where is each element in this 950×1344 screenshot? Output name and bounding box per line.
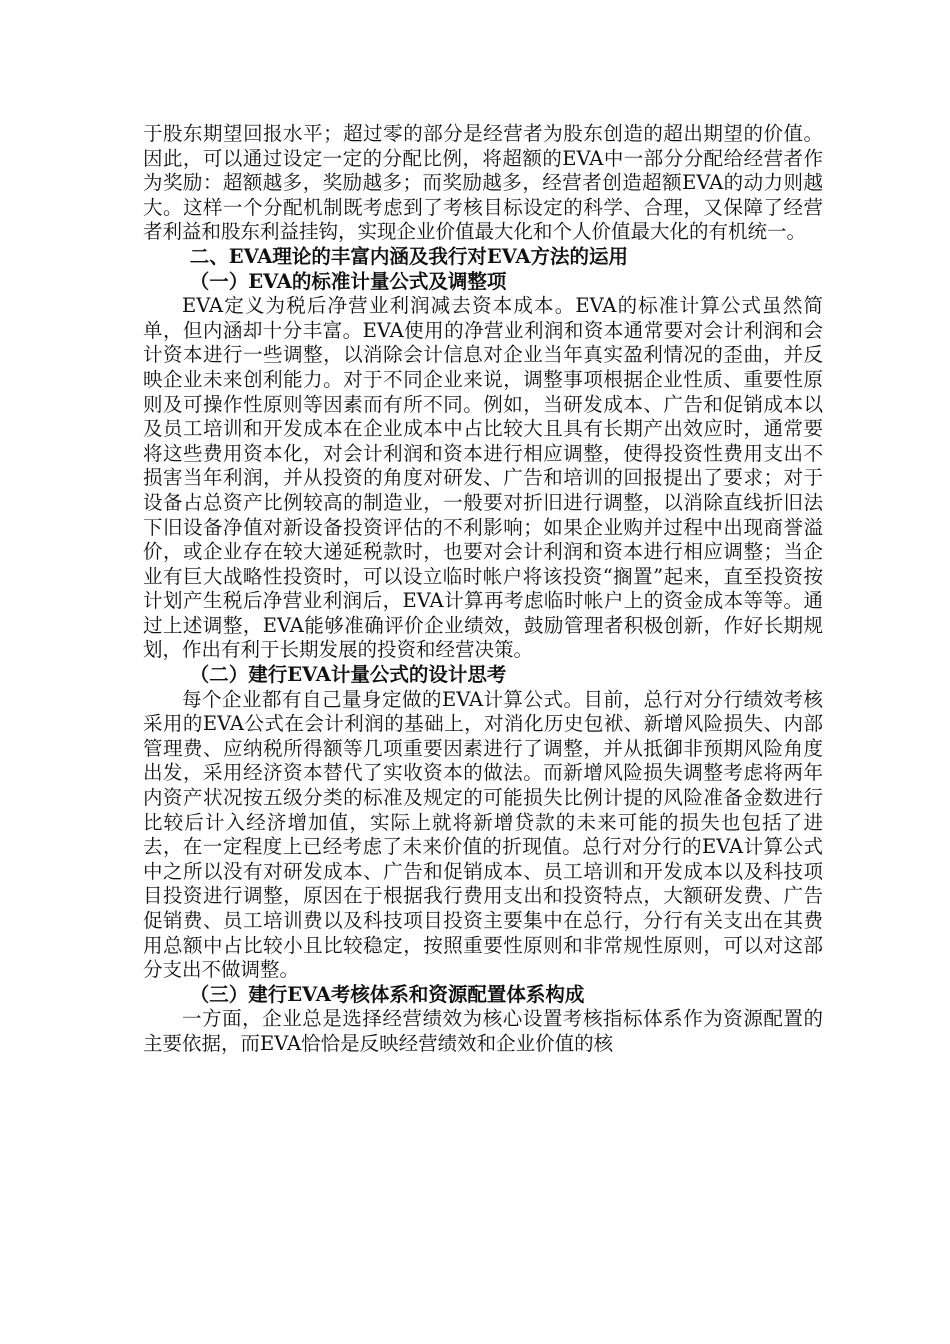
paragraph-eva-formula-design: 每个企业都有自己量身定做的EVA计算公式。目前，总行对分行绩效考核采用的EVA公式在会计利润的基础上，对消化历史包袱、新增风险损失、内部管理费、应纳税所得额等几项重要因素进行了调整，并从抵御非预期风险角度出发，采用经济资本替代了实收资本的做法。而新增风险损失调整考虑将两年内资产状况按五级分类的标准及规定的可能损失比例计提的风险准备金数进行比较后计入经济增加值，实际上就将新增贷款的未来可能的损失也包括了进去，在一定程度上已经考虑了未来价值的折现值。总行对分行的EVA计算公式中之所以没有对研发成本、广告和促销成本、员工培训和开发成本以及科技项目投资进行调整，原因在于根据我行费用支出和投资特点，大额研发费、广告促销费、员工培训费以及科技项目投资主要集中在总行，分行有关支出在其费用总额中占比较小且比较稳定，按照重要性原则和非常规性原则，可以对这部分支出不做调整。 bbox=[143, 687, 823, 982]
section-heading: 二、EVA理论的丰富内涵及我行对EVA方法的运用 bbox=[189, 244, 629, 268]
paragraph-continued: 于股东期望回报水平；超过零的部分是经营者为股东创造的超出期望的价值。因此，可以通过设定一定的分配比例，将超额的EVA中一部分分配给经营者作为奖励：超额越多，奖励越多；而奖励越多，经营者创造超额EVA的动力则越大。这样一个分配机制既考虑到了考核目标设定的科学、合理，又保障了经营者利益和股东利益挂钩，实现企业价值最大化和个人价值最大化的有机统一。 bbox=[143, 122, 823, 244]
document-page bbox=[143, 122, 823, 1057]
subsection-heading-2: （二）建行EVA计量公式的设计思考 bbox=[189, 663, 507, 687]
paragraph-eva-definition: EVA定义为税后净营业利润减去资本成本。EVA的标准计算公式虽然简单，但内涵却十分丰富。EVA使用的净营业利润和资本通常要对会计利润和会计资本进行一些调整，以消除会计信息对企业当年真实盈利情况的歪曲，并反映企业未来创利能力。对于不同企业来说，调整事项根据企业性质、重要性原则及可操作性原则等因素而有所不同。例如，当研发成本、广告和促销成本以及员工培训和开发成本在企业成本中占比较大且具有长期产出效应时，通常要将这些费用资本化，对会计利润和资本进行相应调整，使得投资性费用支出不损害当年利润，并从投资的角度对研发、广告和培训的回报提出了要求；对于设备占总资产比例较高的制造业，一般要对折旧进行调整，以消除直线折旧法下旧设备净值对新设备投资评估的不利影响；如果企业购并过程中出现商誉溢价，或企业存在较大递延税款时，也要对会计利润和资本进行相应调整；当企业有巨大战略性投资时，可以设立临时帐户将该投资“搁置”起来，直至投资按计划产生税后净营业利润后，EVA计算再考虑临时帐户上的资金成本等等。通过上述调整，EVA能够准确评价企业绩效，鼓励管理者积极创新，作好长期规划，作出有利于长期发展的投资和经营决策。 bbox=[143, 294, 823, 662]
subsection-heading-1: （一）EVA的标准计量公式及调整项 bbox=[189, 269, 507, 293]
paragraph-assessment-system: 一方面，企业总是选择经营绩效为核心设置考核指标体系作为资源配置的主要依据，而EVA恰恰是反映经营绩效和企业价值的核 bbox=[143, 1007, 823, 1055]
subsection-heading-3: （三）建行EVA考核体系和资源配置体系构成 bbox=[189, 982, 585, 1006]
